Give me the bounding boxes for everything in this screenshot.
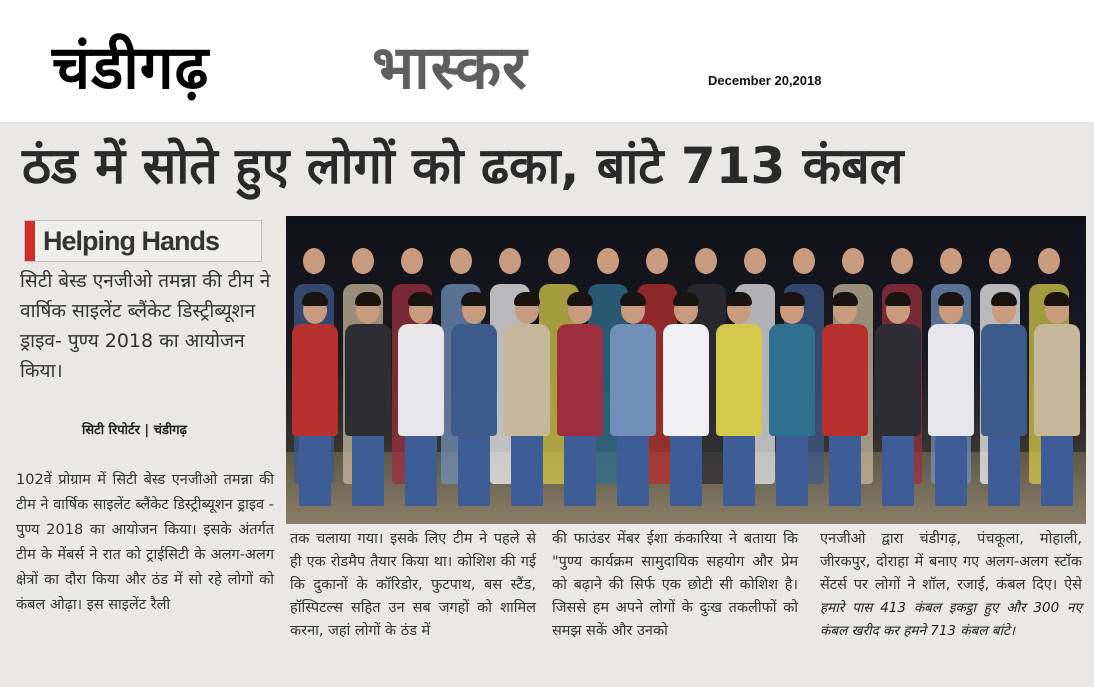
person-silhouette bbox=[716, 276, 762, 506]
tag-accent-bar bbox=[25, 221, 35, 261]
person-silhouette bbox=[610, 276, 656, 506]
article-column-3: की फाउंडर मेंबर ईशा कंकारिया ने बताया कि "पुण्य कार्यक्रम सामुदायिक सहयोग और प्रेम को बढ़ाने की सिर्फ एक छोटी सी कोशिश है। जिससे हम अपने लोगों के दुःख तकलीफों को समझ सकें और उनको bbox=[552, 531, 798, 639]
newspaper-clipping bbox=[0, 122, 1094, 687]
article-columns bbox=[286, 524, 1086, 687]
person-silhouette bbox=[557, 276, 603, 506]
person-silhouette bbox=[769, 276, 815, 506]
person-silhouette bbox=[822, 276, 868, 506]
article-column-2: तक चलाया गया। इसके लिए टीम ने पहले से ही एक रोडमैप तैयार किया था। कोशिश की गई कि दुकानों के कॉरिडोर, फुटपाथ, बस स्टैंड, हॉस्पिटल्स सहित उन सब जगहों को शामिल करना, जहां लोगों के ठंड में bbox=[290, 531, 536, 639]
person-silhouette bbox=[1034, 276, 1080, 506]
article-column-4 bbox=[820, 528, 1082, 643]
article-column-1: 102वें प्रोग्राम में सिटी बेस्ड एनजीओ तमन्ना की टीम ने वार्षिक साइलेंट ब्लैंकेट डिस्ट्रीब्यूशन ड्राइव - पुण्य 2018 का आयोजन किया। इसके अंतर्गत टीम के मेंबर्स ने रात को ट्राईसिटी के अलग-अलग क्षेत्रों का दौरा किया और ठंड में सो रहे लोगों को कंबल ओढ़ा। इस साइलेंट रैली bbox=[16, 472, 274, 613]
publication-date: December 20,2018 bbox=[708, 73, 822, 88]
handwritten-note: हमारे पास 413 कंबल इकट्ठा हुए और 300 नए कंबल खरीद कर हमने 713 कंबल बांटे। bbox=[820, 600, 1082, 639]
person-silhouette bbox=[345, 276, 391, 506]
person-silhouette bbox=[981, 276, 1027, 506]
person-silhouette bbox=[663, 276, 709, 506]
masthead bbox=[0, 0, 1094, 122]
group-photo bbox=[286, 216, 1086, 524]
person-silhouette bbox=[504, 276, 550, 506]
person-silhouette bbox=[928, 276, 974, 506]
article-intro: सिटी बेस्ड एनजीओ तमन्ना की टीम ने वार्षिक साइलेंट ब्लैंकेट डिस्ट्रीब्यूशन ड्राइव- पुण्य 2018 का आयोजन किया। bbox=[20, 270, 271, 382]
person-silhouette bbox=[451, 276, 497, 506]
newspaper-name-part1: चंडीगढ़ bbox=[52, 33, 210, 103]
person-silhouette bbox=[292, 276, 338, 506]
article-headline: ठंड में सोते हुए लोगों को ढका, बांटे 713 कंबल bbox=[22, 137, 904, 195]
person-silhouette bbox=[398, 276, 444, 506]
article-column-4-text: एनजीओ द्वारा चंडीगढ़, पंचकूला, मोहाली, जीरकपुर, दोराहा में बनाए गए अलग-अलग स्टॉक सेंटर्स पर लोगों ने शॉल, रजाई, कंबल दिए। ऐसे bbox=[820, 531, 1082, 593]
article-byline: सिटी रिपोर्टर | चंडीगढ़ bbox=[82, 423, 187, 438]
newspaper-name-part2: भास्कर bbox=[372, 33, 528, 103]
person-silhouette bbox=[875, 276, 921, 506]
section-tag-label: Helping Hands bbox=[43, 226, 220, 256]
section-tag bbox=[24, 220, 262, 262]
